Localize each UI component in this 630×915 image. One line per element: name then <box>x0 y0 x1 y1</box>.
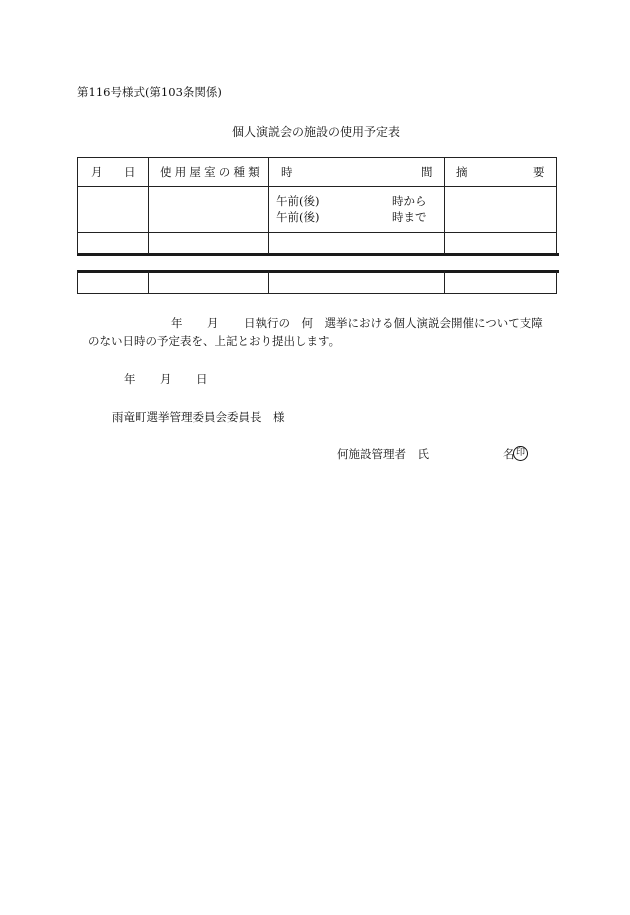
table-vline <box>268 271 269 294</box>
para-month: 月 <box>207 316 219 330</box>
seal-mark: 印 <box>513 446 528 461</box>
time-to-prefix: 午前(後) <box>276 210 320 224</box>
time-to-suffix: 時まで <box>392 210 427 224</box>
date-year: 年 <box>124 372 136 386</box>
header-room-type: 使用屋室の種類 <box>160 165 263 179</box>
date-day: 日 <box>196 372 208 386</box>
table-vline <box>268 157 269 254</box>
table-vline <box>556 157 557 254</box>
page-title: 個人演説会の施設の使用予定表 <box>232 125 401 139</box>
table-vline <box>77 271 78 294</box>
table-break-line-top <box>77 253 559 256</box>
table-break-line-bottom <box>77 270 559 273</box>
table-vline <box>556 271 557 294</box>
header-month: 月 <box>91 165 103 179</box>
header-time-end: 間 <box>421 165 433 179</box>
table-vline <box>77 157 78 254</box>
table-vline <box>444 157 445 254</box>
para-line2: のない日時の予定表を、上記とおり提出します。 <box>88 334 341 348</box>
date-month: 月 <box>160 372 172 386</box>
submitter-label: 何施設管理者 氏 <box>337 447 429 461</box>
time-from-suffix: 時から <box>392 194 427 208</box>
para-line1: 日執行の 何 選挙における個人演説会開催について支障 <box>244 316 543 330</box>
form-number: 第116号様式(第103条関係) <box>77 85 222 99</box>
submitter-name-suffix: 名 <box>503 447 515 461</box>
time-from-prefix: 午前(後) <box>276 194 320 208</box>
header-remarks-start: 摘 <box>456 165 468 179</box>
para-year: 年 <box>171 316 183 330</box>
header-time-start: 時 <box>281 165 293 179</box>
header-day: 日 <box>124 165 136 179</box>
table-vline <box>444 271 445 294</box>
addressee: 雨竜町選挙管理委員会委員長 様 <box>112 410 285 424</box>
header-remarks-end: 要 <box>533 165 545 179</box>
table-vline <box>148 157 149 254</box>
table-vline <box>148 271 149 294</box>
